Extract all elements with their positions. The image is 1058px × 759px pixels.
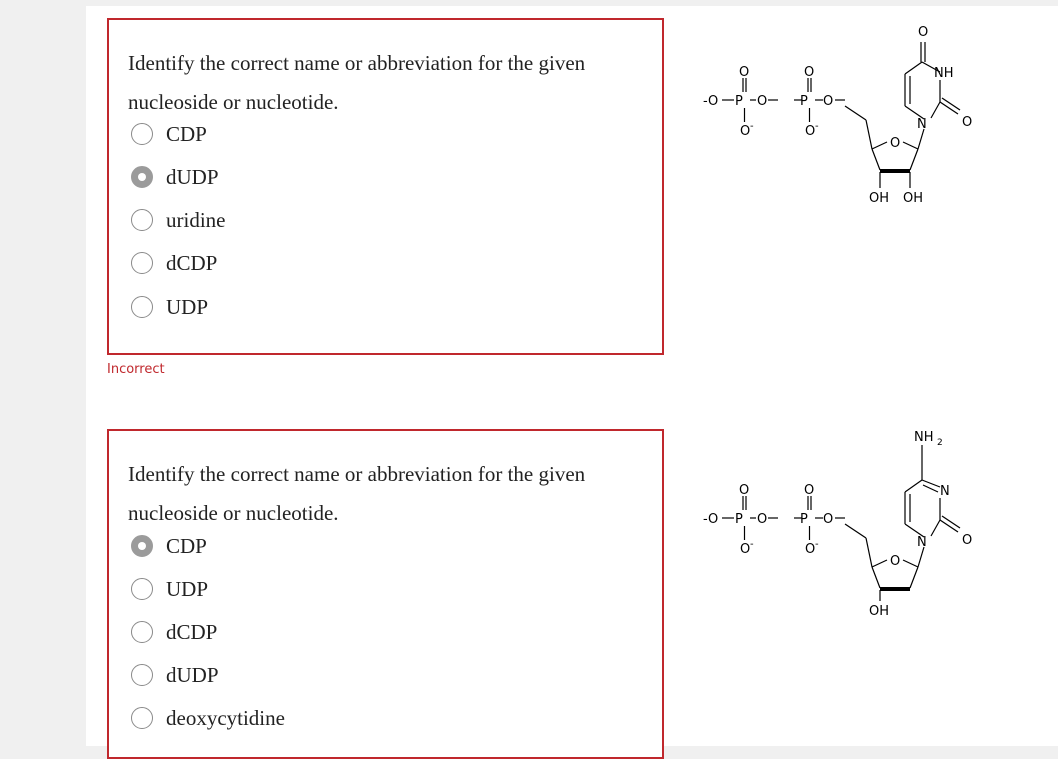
- struct1-nh: NH: [934, 66, 954, 81]
- struct1-o-bridge: O: [757, 94, 768, 109]
- question-1-option-4[interactable]: [131, 248, 217, 278]
- structure-1-image: [700, 14, 1000, 214]
- struct2-o-minus1: O: [740, 542, 751, 557]
- option-label: UDP: [166, 576, 209, 601]
- question-1-option-2[interactable]: [131, 162, 219, 192]
- struct2-oh: OH: [869, 604, 890, 619]
- struct1-o-ester: O: [823, 94, 834, 109]
- struct2-nh2: NH: [914, 430, 934, 445]
- struct1-base-o-right: O: [962, 115, 973, 130]
- struct1-base-o-top: O: [918, 25, 929, 40]
- radio-button[interactable]: [131, 664, 153, 686]
- radio-button[interactable]: [131, 209, 153, 231]
- question-2-prompt: Identify the correct name or abbreviation for the given nucleoside or nucleotide.: [128, 462, 586, 525]
- struct2-n-ring: N: [940, 484, 950, 499]
- radio-button-selected[interactable]: [131, 166, 153, 188]
- option-label: dUDP: [166, 164, 219, 189]
- question-2-option-2[interactable]: [131, 574, 208, 604]
- struct2-o-top1: O: [739, 483, 750, 498]
- option-label: CDP: [166, 121, 207, 146]
- struct1-o-top1: O: [739, 65, 750, 80]
- struct2-charge1: -: [750, 539, 754, 550]
- question-2-box: [107, 429, 664, 759]
- question-1-option-3[interactable]: [131, 205, 225, 235]
- radio-button[interactable]: [131, 578, 153, 600]
- struct1-o-minus1: O: [740, 124, 751, 139]
- radio-button[interactable]: [131, 252, 153, 274]
- struct2-ring-o: O: [890, 554, 901, 569]
- radio-button[interactable]: [131, 621, 153, 643]
- struct2-o-top2: O: [804, 483, 815, 498]
- option-label: dCDP: [166, 250, 218, 275]
- structure-2-image: [700, 425, 1000, 625]
- question-2-option-5[interactable]: [131, 703, 285, 733]
- question-2-option-1[interactable]: [131, 531, 207, 561]
- struct1-o-top2: O: [804, 65, 815, 80]
- struct2-o-minus2: O: [805, 542, 816, 557]
- option-label: dCDP: [166, 619, 218, 644]
- feedback-incorrect: Incorrect: [107, 362, 165, 377]
- option-label: uridine: [166, 207, 226, 232]
- struct2-p2: P: [800, 512, 808, 527]
- radio-button[interactable]: [131, 707, 153, 729]
- question-2-option-3[interactable]: [131, 617, 217, 647]
- question-1-option-5[interactable]: [131, 292, 208, 322]
- question-1-box: [107, 18, 664, 355]
- question-2-option-4[interactable]: [131, 660, 219, 690]
- struct2-charge2: -: [815, 539, 819, 550]
- struct1-p1: P: [735, 94, 743, 109]
- struct1-n: N: [917, 117, 927, 132]
- struct2-p1: P: [735, 512, 743, 527]
- struct2-o-bridge: O: [757, 512, 768, 527]
- option-label: deoxycytidine: [166, 705, 285, 730]
- radio-button-selected[interactable]: [131, 535, 153, 557]
- struct1-charge1: -: [750, 121, 754, 132]
- struct2-o-ester: O: [823, 512, 834, 527]
- radio-button[interactable]: [131, 123, 153, 145]
- option-label: dUDP: [166, 662, 219, 687]
- struct2-base-o-right: O: [962, 533, 973, 548]
- question-1-prompt: Identify the correct name or abbreviation for the given nucleoside or nucleotide.: [128, 51, 586, 114]
- struct2-o-neg: -O: [703, 512, 719, 527]
- option-label: UDP: [166, 294, 209, 319]
- option-label: CDP: [166, 533, 207, 558]
- struct1-o-minus2: O: [805, 124, 816, 139]
- struct1-charge2: -: [815, 121, 819, 132]
- struct1-p2: P: [800, 94, 808, 109]
- struct2-n: N: [917, 535, 927, 550]
- struct1-oh1: OH: [869, 191, 890, 206]
- struct2-nh2-sub: 2: [937, 438, 943, 448]
- radio-button[interactable]: [131, 296, 153, 318]
- struct1-oh2: OH: [903, 191, 924, 206]
- struct1-ring-o: O: [890, 136, 901, 151]
- struct1-o-neg: -O: [703, 94, 719, 109]
- question-1-option-1[interactable]: [131, 119, 207, 149]
